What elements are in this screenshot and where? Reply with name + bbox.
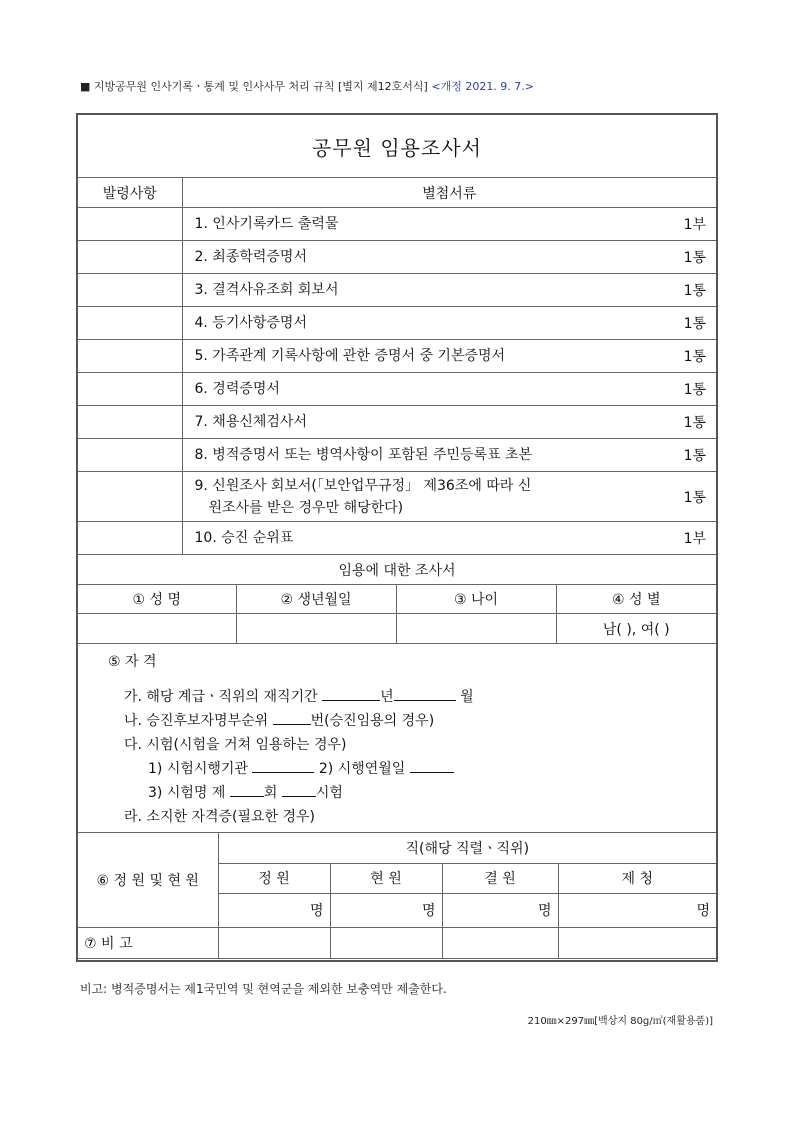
order-header: 발령사항	[78, 178, 182, 208]
document-item: 8. 병적증명서 또는 병역사항이 포함된 주민등록표 초본 1통	[182, 439, 716, 472]
quota-header: 정 원	[218, 863, 330, 893]
exam-round-blank[interactable]	[230, 784, 264, 797]
exam-line: 다. 시험(시험을 거쳐 임용하는 경우)	[124, 737, 347, 753]
document-item: 9. 신원조사 회보서(「보안업무규정」 제36조에 따라 신 원조사를 받은 경우만 해당한다) 1통	[182, 472, 716, 522]
order-cell[interactable]	[78, 241, 182, 274]
exam-name-line: 3) 시험명 제 회 시험	[148, 785, 343, 801]
quota-field[interactable]: 명	[218, 893, 330, 927]
order-cell[interactable]	[78, 274, 182, 307]
remarks-field[interactable]	[330, 927, 442, 958]
document-item: 2. 최종학력증명서 1통	[182, 241, 716, 274]
document-qty: 1부	[683, 217, 706, 233]
promotion-rank-line: 나. 승진후보자명부순위 번(승진임용의 경우)	[124, 713, 435, 729]
document-item: 5. 가족관계 기록사항에 관한 증명서 중 기본증명서 1통	[182, 340, 716, 373]
document-item: 4. 등기사항증명서 1통	[182, 307, 716, 340]
surplus-header: 제 청	[558, 863, 716, 893]
document-qty: 1통	[683, 382, 706, 398]
order-cell[interactable]	[78, 406, 182, 439]
exam-name-blank[interactable]	[282, 784, 316, 797]
promotion-rank-blank[interactable]	[273, 712, 311, 725]
remarks-label: ⑦ 비 고	[78, 927, 218, 958]
birth-field[interactable]	[236, 614, 396, 644]
document-item: 7. 채용신체검사서 1통	[182, 406, 716, 439]
document-item: 6. 경력증명서 1통	[182, 373, 716, 406]
gender-header: ④ 성 별	[556, 585, 716, 614]
remarks-field[interactable]	[558, 927, 716, 958]
regulation-header	[80, 78, 534, 94]
document-item: 3. 결격사유조회 회보서 1통	[182, 274, 716, 307]
exam-agency-line: 1) 시험시행기관 2) 시행연월일	[148, 760, 454, 778]
staff-table	[78, 833, 716, 959]
order-cell[interactable]	[78, 373, 182, 406]
order-cell[interactable]	[78, 340, 182, 373]
position-header: 직(해당 직렬ㆍ직위)	[218, 833, 716, 863]
age-field[interactable]	[396, 614, 556, 644]
birth-header: ② 생년월일	[236, 585, 396, 614]
order-cell[interactable]	[78, 439, 182, 472]
document-qty: 1부	[683, 531, 706, 547]
order-cell[interactable]	[78, 208, 182, 241]
tenure-years-blank[interactable]	[322, 688, 380, 701]
age-header: ③ 나이	[396, 585, 556, 614]
current-field[interactable]: 명	[330, 893, 442, 927]
appointment-survey-form	[76, 113, 718, 962]
exam-date-blank[interactable]	[410, 760, 454, 773]
remarks-field[interactable]	[218, 927, 330, 958]
current-header: 현 원	[330, 863, 442, 893]
remarks-field[interactable]	[442, 927, 558, 958]
regulation-text: ■ 지방공무원 인사기록ㆍ통계 및 인사사무 처리 규칙 [별지 제12호서식]	[80, 80, 428, 93]
survey-section-title: 임용에 대한 조사서	[78, 555, 716, 585]
document-item: 10. 승진 순위표 1부	[182, 522, 716, 555]
order-cell[interactable]	[78, 522, 182, 555]
revision-date: <개정 2021. 9. 7.>	[431, 80, 535, 93]
exam-agency-blank[interactable]	[252, 760, 314, 773]
paper-spec: 210㎜×297㎜[백상지 80g/㎡(재활용품)]	[527, 1016, 713, 1027]
footer-note: 비고: 병적증명서는 제1국민역 및 현역군을 제외한 보충역만 제출한다.	[80, 982, 447, 996]
order-cell[interactable]	[78, 472, 182, 522]
qualification-section	[78, 644, 716, 833]
staff-label: ⑥ 정 원 및 현 원	[78, 833, 218, 927]
name-header: ① 성 명	[78, 585, 236, 614]
tenure-line: 가. 해당 계급ㆍ직위의 재직기간 년 월	[124, 689, 474, 705]
form-title: 공무원 임용조사서	[78, 115, 716, 178]
surplus-field[interactable]: 명	[558, 893, 716, 927]
document-qty: 1통	[683, 250, 706, 266]
vacancy-field[interactable]: 명	[442, 893, 558, 927]
documents-header: 별첨서류	[182, 178, 716, 208]
document-qty: 1통	[683, 349, 706, 365]
form-table	[78, 115, 716, 833]
document-item: 1. 인사기록카드 출력물 1부	[182, 208, 716, 241]
document-qty: 1통	[683, 316, 706, 332]
document-qty: 1통	[683, 415, 706, 431]
vacancy-header: 결 원	[442, 863, 558, 893]
gender-field[interactable]: 남( ), 여( )	[556, 614, 716, 644]
name-field[interactable]	[78, 614, 236, 644]
document-qty: 1통	[683, 448, 706, 464]
qualification-title: ⑤ 자 격	[108, 654, 157, 670]
document-qty: 1통	[683, 283, 706, 299]
order-cell[interactable]	[78, 307, 182, 340]
document-qty: 1통	[683, 489, 706, 506]
tenure-months-blank[interactable]	[394, 688, 456, 701]
certificate-line: 라. 소지한 자격증(필요한 경우)	[124, 809, 316, 825]
